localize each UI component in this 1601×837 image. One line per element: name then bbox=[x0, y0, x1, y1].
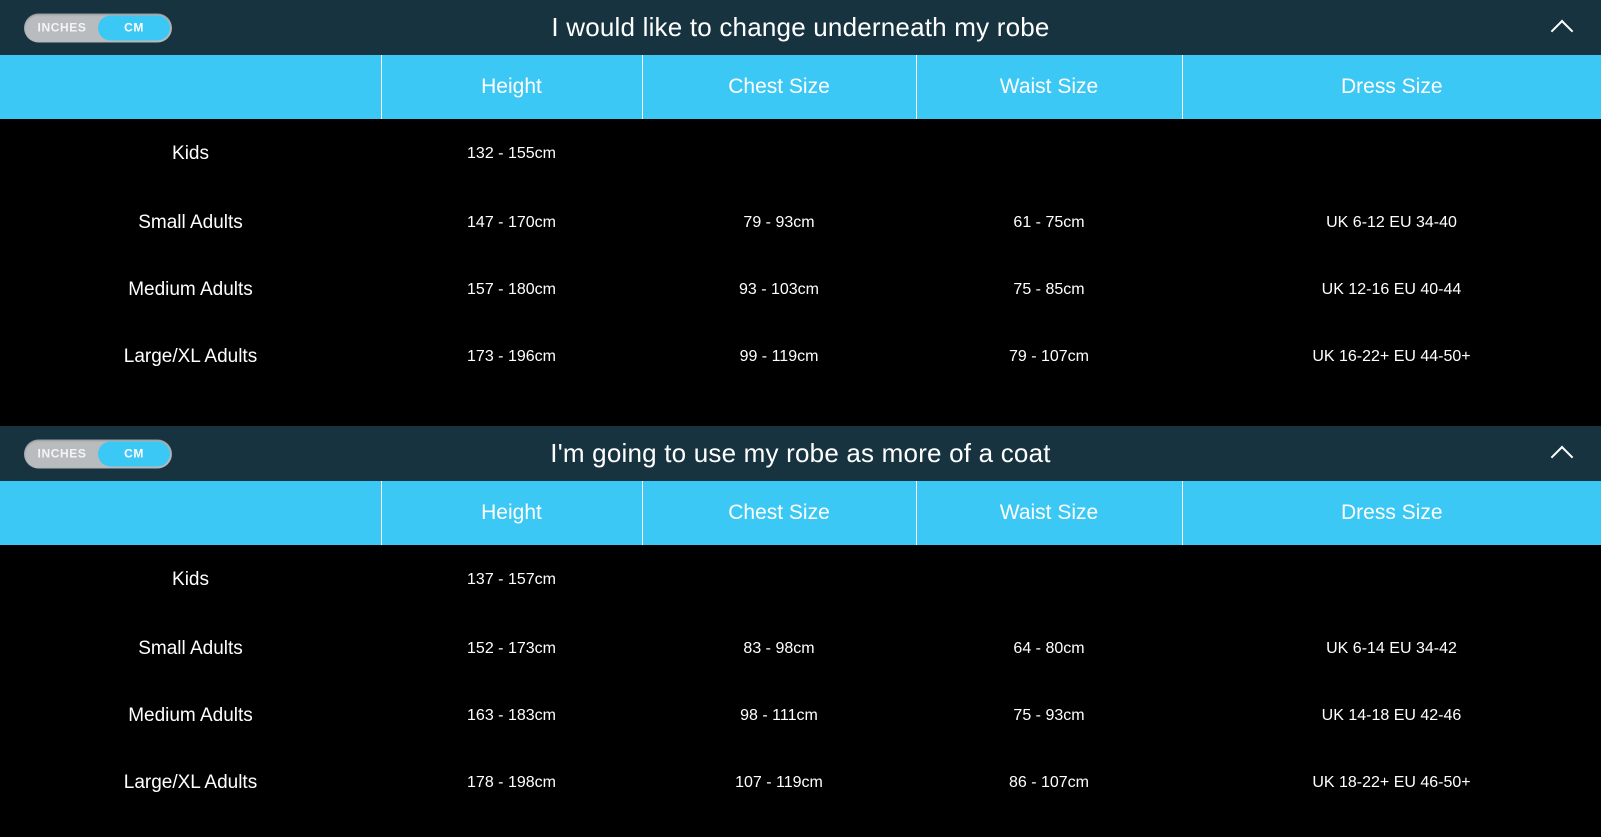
cell-chest bbox=[642, 545, 916, 615]
table-header-row bbox=[0, 481, 1601, 545]
column-header-height: Height bbox=[381, 55, 642, 119]
section-header bbox=[0, 0, 1601, 55]
cell-waist: 75 - 93cm bbox=[916, 682, 1182, 749]
column-header-dress-size: Dress Size bbox=[1182, 481, 1601, 545]
table-row bbox=[0, 189, 1601, 256]
collapse-toggle-button[interactable] bbox=[1549, 15, 1575, 41]
cell-dress: UK 16-22+ EU 44-50+ bbox=[1182, 323, 1601, 390]
table-row bbox=[0, 749, 1601, 816]
table-row bbox=[0, 615, 1601, 682]
cell-chest bbox=[642, 119, 916, 189]
cell-waist: 75 - 85cm bbox=[916, 256, 1182, 323]
unit-option-inches[interactable]: INCHES bbox=[37, 446, 87, 461]
row-label: Large/XL Adults bbox=[0, 323, 381, 390]
column-header-blank bbox=[0, 481, 381, 545]
collapse-toggle-button[interactable] bbox=[1549, 441, 1575, 467]
section-header bbox=[0, 426, 1601, 481]
size-section-underneath-robe bbox=[0, 0, 1601, 390]
row-label: Large/XL Adults bbox=[0, 749, 381, 816]
unit-option-inches[interactable]: INCHES bbox=[37, 20, 87, 35]
cell-dress bbox=[1182, 119, 1601, 189]
row-label: Kids bbox=[0, 545, 381, 615]
row-label: Medium Adults bbox=[0, 256, 381, 323]
table-row bbox=[0, 119, 1601, 189]
row-label: Small Adults bbox=[0, 189, 381, 256]
cell-chest: 79 - 93cm bbox=[642, 189, 916, 256]
unit-toggle[interactable] bbox=[24, 439, 172, 468]
unit-option-cm[interactable]: CM bbox=[98, 441, 170, 466]
cell-height: 132 - 155cm bbox=[381, 119, 642, 189]
cell-waist: 61 - 75cm bbox=[916, 189, 1182, 256]
row-label: Kids bbox=[0, 119, 381, 189]
table-header-row bbox=[0, 55, 1601, 119]
cell-chest: 107 - 119cm bbox=[642, 749, 916, 816]
column-header-chest-size: Chest Size bbox=[642, 55, 916, 119]
cell-dress: UK 6-14 EU 34-42 bbox=[1182, 615, 1601, 682]
column-header-chest-size: Chest Size bbox=[642, 481, 916, 545]
cell-dress: UK 6-12 EU 34-40 bbox=[1182, 189, 1601, 256]
cell-height: 173 - 196cm bbox=[381, 323, 642, 390]
cell-height: 147 - 170cm bbox=[381, 189, 642, 256]
cell-height: 157 - 180cm bbox=[381, 256, 642, 323]
column-header-blank bbox=[0, 55, 381, 119]
chevron-up-icon bbox=[1551, 19, 1574, 42]
cell-dress: UK 12-16 EU 40-44 bbox=[1182, 256, 1601, 323]
table-row bbox=[0, 545, 1601, 615]
section-title: I'm going to use my robe as more of a coat bbox=[550, 438, 1051, 468]
section-divider bbox=[0, 390, 1601, 426]
column-header-waist-size: Waist Size bbox=[916, 55, 1182, 119]
table-row bbox=[0, 682, 1601, 749]
column-header-dress-size: Dress Size bbox=[1182, 55, 1601, 119]
section-title: I would like to change underneath my robe bbox=[551, 12, 1050, 42]
cell-dress: UK 18-22+ EU 46-50+ bbox=[1182, 749, 1601, 816]
table-row bbox=[0, 256, 1601, 323]
cell-chest: 83 - 98cm bbox=[642, 615, 916, 682]
cell-chest: 99 - 119cm bbox=[642, 323, 916, 390]
column-header-height: Height bbox=[381, 481, 642, 545]
cell-waist bbox=[916, 119, 1182, 189]
cell-waist: 79 - 107cm bbox=[916, 323, 1182, 390]
size-table bbox=[0, 481, 1601, 816]
cell-waist: 64 - 80cm bbox=[916, 615, 1182, 682]
size-section-robe-as-coat bbox=[0, 426, 1601, 816]
chevron-up-icon bbox=[1551, 445, 1574, 468]
row-label: Medium Adults bbox=[0, 682, 381, 749]
cell-waist: 86 - 107cm bbox=[916, 749, 1182, 816]
cell-dress: UK 14-18 EU 42-46 bbox=[1182, 682, 1601, 749]
unit-toggle[interactable] bbox=[24, 13, 172, 42]
cell-height: 152 - 173cm bbox=[381, 615, 642, 682]
cell-height: 137 - 157cm bbox=[381, 545, 642, 615]
size-table bbox=[0, 55, 1601, 390]
cell-dress bbox=[1182, 545, 1601, 615]
table-row bbox=[0, 323, 1601, 390]
cell-waist bbox=[916, 545, 1182, 615]
cell-height: 178 - 198cm bbox=[381, 749, 642, 816]
row-label: Small Adults bbox=[0, 615, 381, 682]
cell-chest: 93 - 103cm bbox=[642, 256, 916, 323]
column-header-waist-size: Waist Size bbox=[916, 481, 1182, 545]
unit-option-cm[interactable]: CM bbox=[98, 15, 170, 40]
cell-chest: 98 - 111cm bbox=[642, 682, 916, 749]
cell-height: 163 - 183cm bbox=[381, 682, 642, 749]
